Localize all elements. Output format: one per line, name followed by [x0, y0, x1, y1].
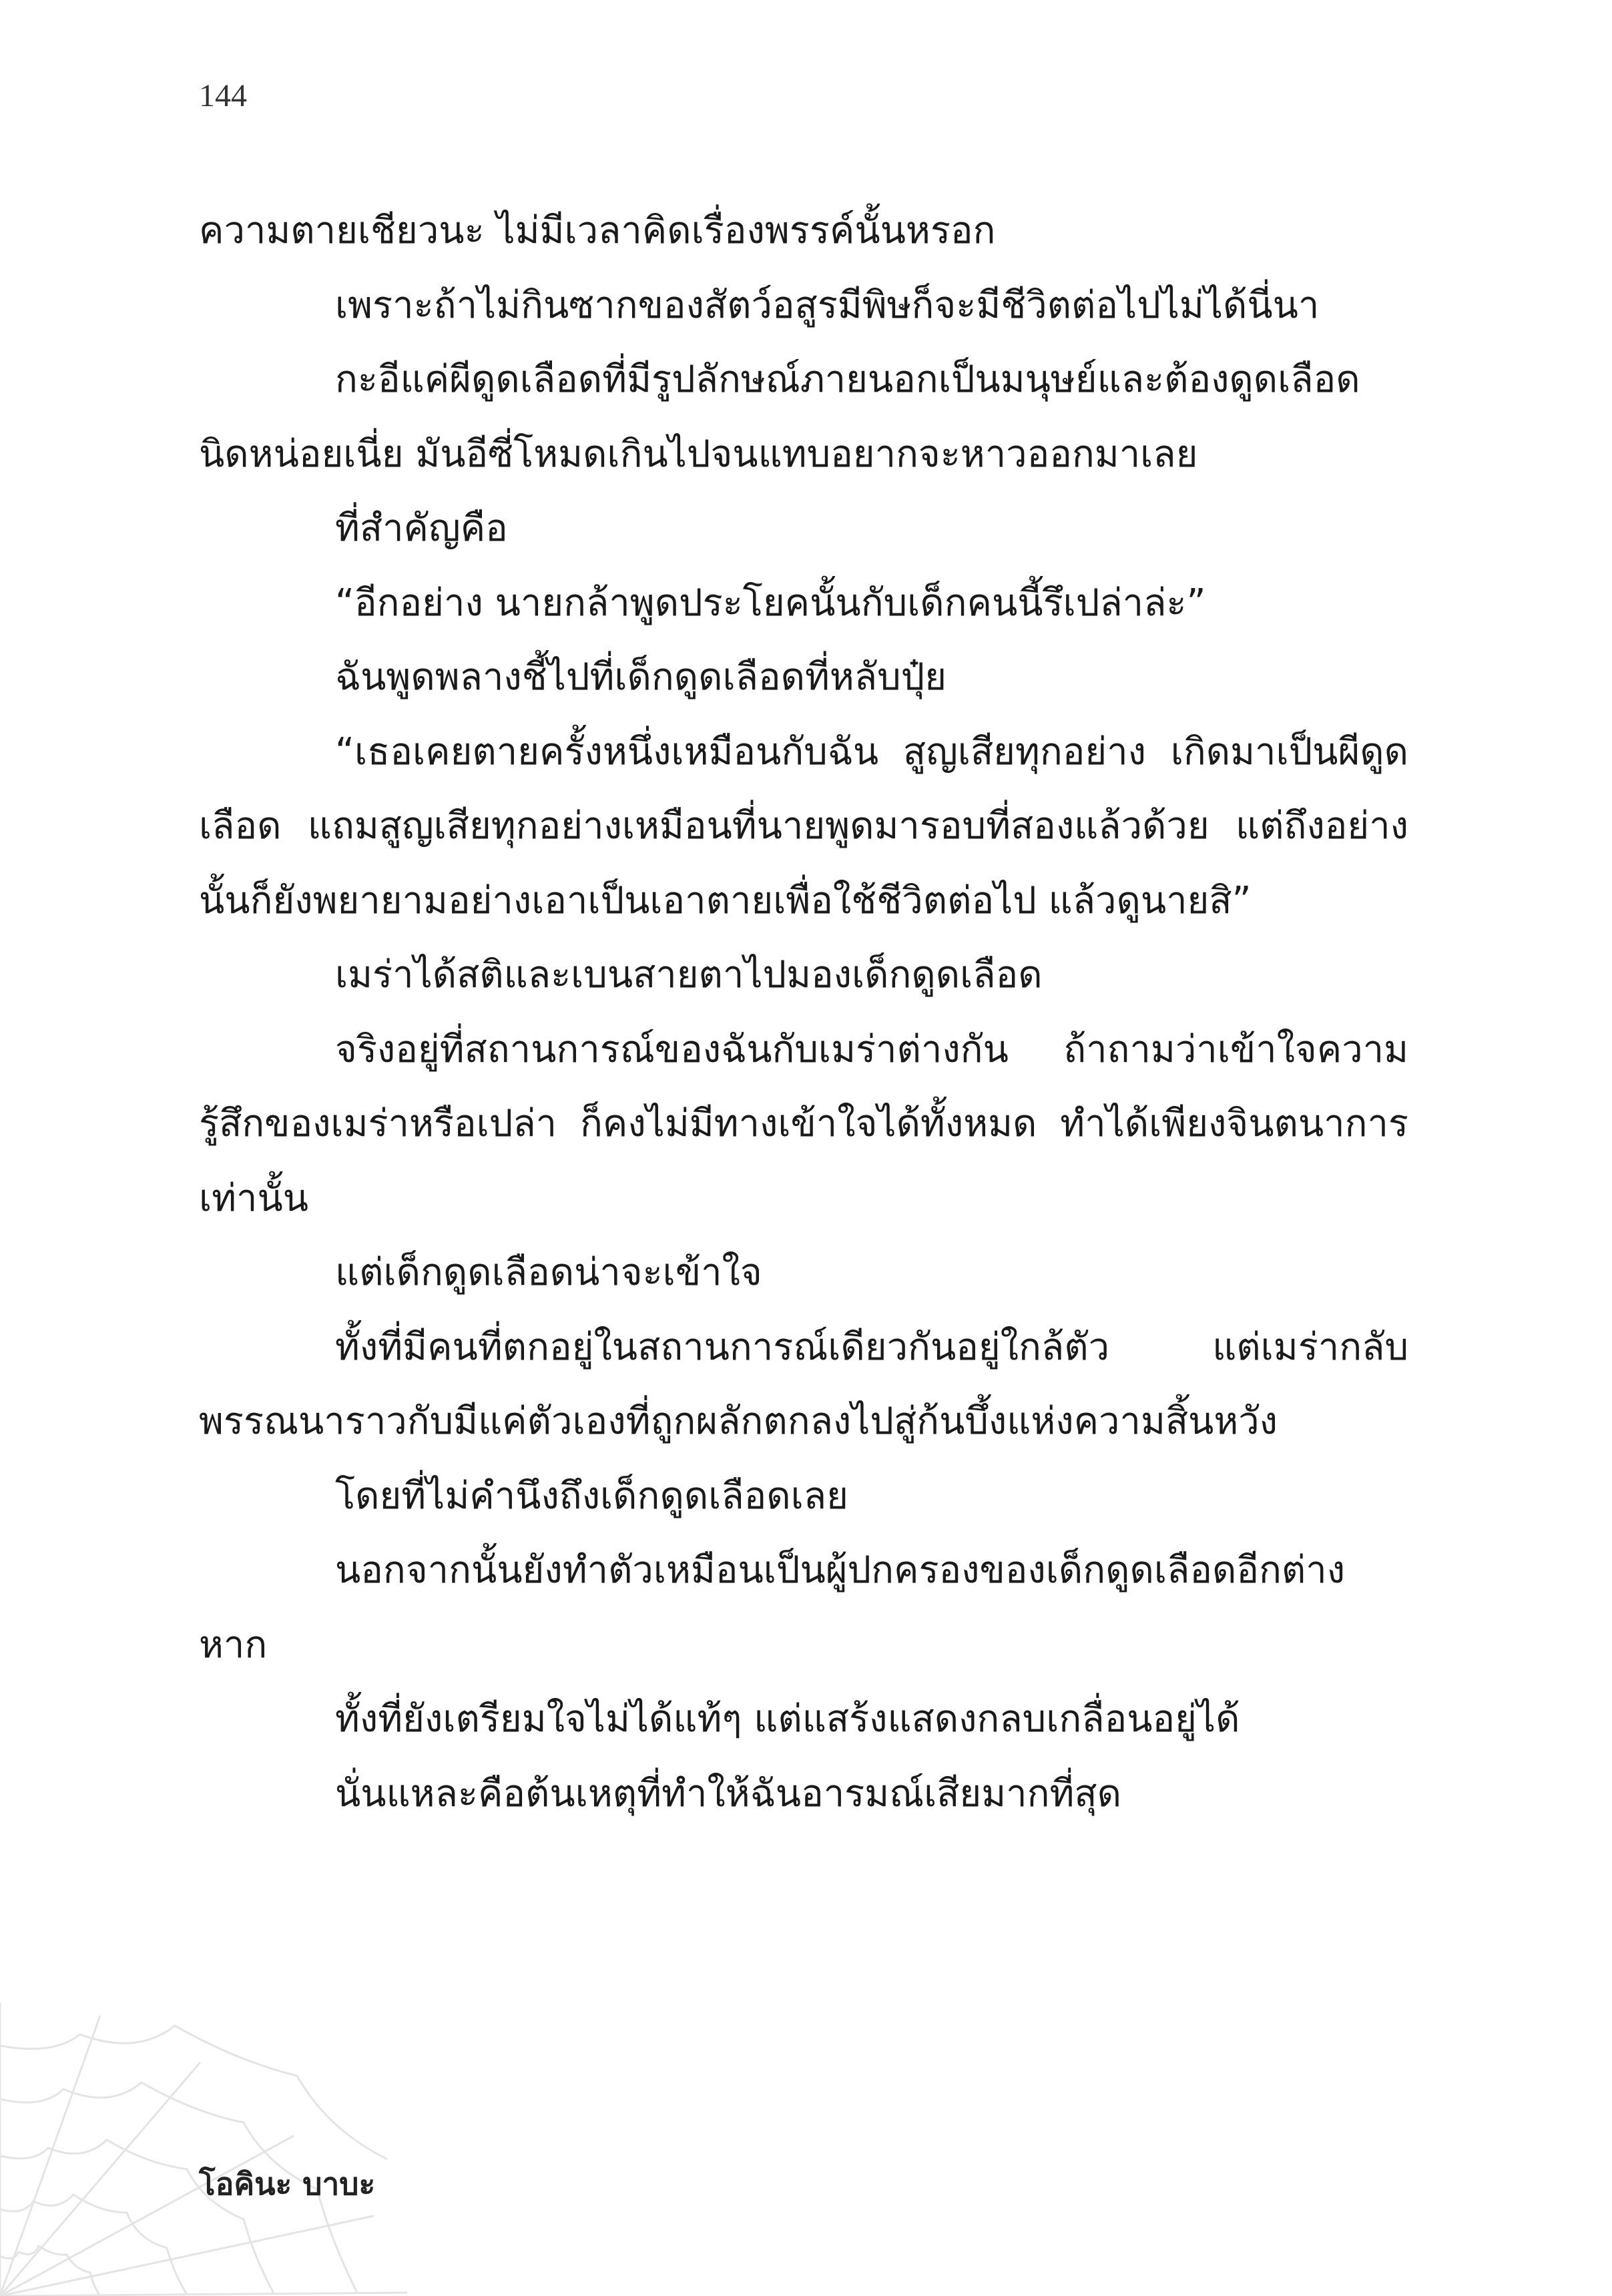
paragraph: ทั้งที่มีคนที่ตกอยู่ในสถานการณ์เดียวกันอยู่ใกล้ตัว แต่เมร่ากลับพรรณนาราวกับมีแค่ตัวเองที่ถูกผลักตกลงไปสู่ก้นบึ้งแห่งความสิ้นหวัง [199, 1325, 1408, 1443]
paragraph: ความตายเชียวนะ ไม่มีเวลาคิดเรื่องพรรค์นั้นหรอก [199, 209, 996, 252]
paragraph: เพราะถ้าไม่กินซากของสัตว์อสูรมีพิษก็จะมีชีวิตต่อไปไม่ได้นี่นา [335, 283, 1320, 327]
paragraph: แต่เด็กดูดเลือดน่าจะเข้าใจ [335, 1251, 762, 1294]
paragraph: ที่สำคัญคือ [335, 507, 508, 550]
body-text [199, 194, 1408, 1831]
page-number: 144 [199, 78, 247, 113]
paragraph: โดยที่ไม่คำนึงถึงเด็กดูดเลือดเลย [335, 1474, 848, 1518]
footer-author: โอคินะ บาบะ [199, 2166, 376, 2202]
paragraph: “อีกอย่าง นายกล้าพูดประโยคนั้นกับเด็กคนนี้รึเปล่าล่ะ” [335, 581, 1206, 625]
paragraph: กะอีแค่ผีดูดเลือดที่มีรูปลักษณ์ภายนอกเป็นมนุษย์และต้องดูดเลือดนิดหน่อยเนี่ย มันอีซี่โหมดเกินไปจนแทบอยากจะหาวออกมาเลย [199, 358, 1360, 476]
paragraph: นอกจากนั้นยังทำตัวเหมือนเป็นผู้ปกครองของเด็กดูดเลือดอีกต่างหาก [199, 1548, 1346, 1667]
paragraph: “เธอเคยตายครั้งหนึ่งเหมือนกับฉัน สูญเสียทุกอย่าง เกิดมาเป็นผีดูดเลือด แถมสูญเสียทุกอย่างเหมือนที่นายพูดมารอบที่สองแล้วด้วย แต่ถึงอย่างนั้นก็ยังพยายามอย่างเอาเป็นเอาตายเพื่อใช้ชีวิตต่อไป แล้วดูนายสิ” [199, 730, 1408, 922]
paragraph: จริงอยู่ที่สถานการณ์ของฉันกับเมร่าต่างกัน ถ้าถามว่าเข้าใจความรู้สึกของเมร่าหรือเปล่า ก็คงไม่มีทางเข้าใจได้ทั้งหมด ทำได้เพียงจินตนาการเท่านั้น [199, 1027, 1408, 1220]
paragraph: นั่นแหละคือต้นเหตุที่ทำให้ฉันอารมณ์เสียมากที่สุด [335, 1771, 1121, 1815]
paragraph: ทั้งที่ยังเตรียมใจไม่ได้แท้ๆ แต่แสร้งแสดงกลบเกลื่อนอยู่ได้ [335, 1697, 1240, 1741]
paragraph: เมร่าได้สติและเบนสายตาไปมองเด็กดูดเลือด [335, 953, 1043, 996]
paragraph: ฉันพูดพลางชี้ไปที่เด็กดูดเลือดที่หลับปุ๋ย [335, 655, 947, 699]
spider-web-icon [0, 1989, 414, 2296]
